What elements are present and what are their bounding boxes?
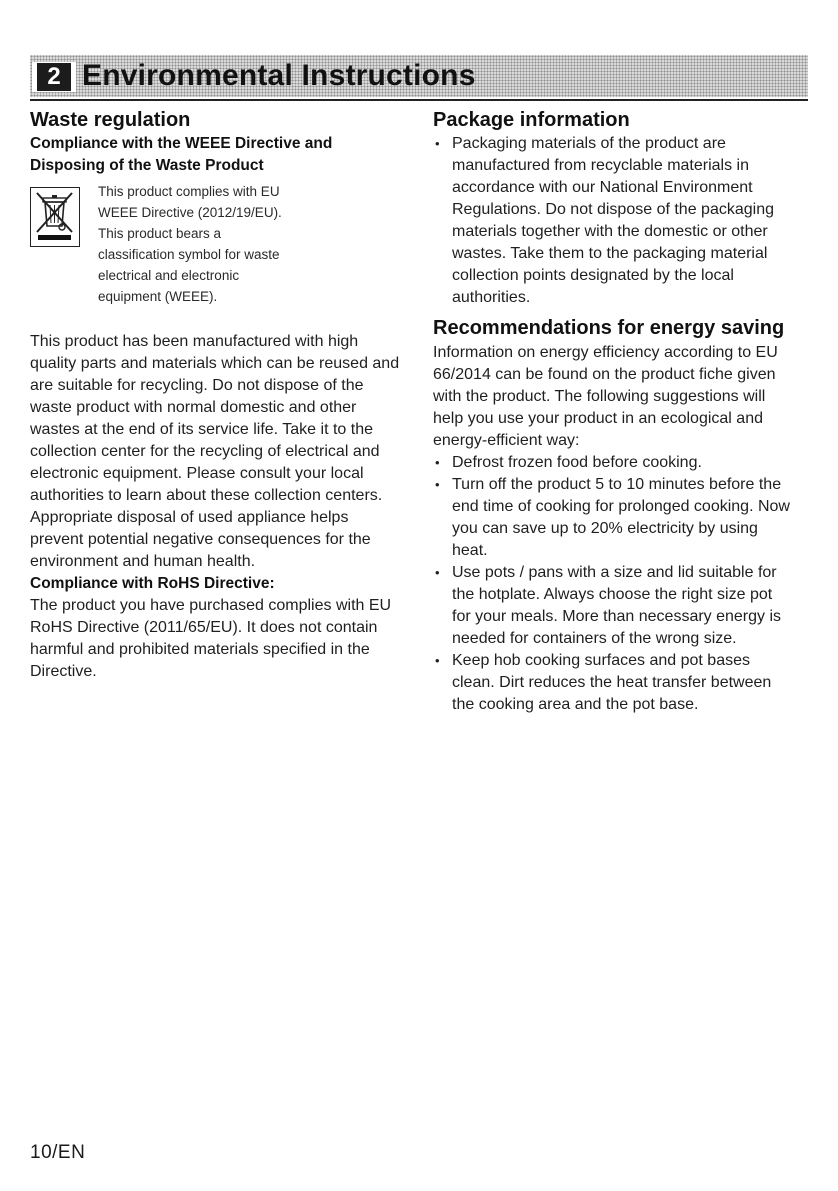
weee-notice: [30, 181, 405, 331]
rohs-subheading: Compliance with RoHS Directive:: [30, 575, 275, 592]
weee-note-line: WEEE Directive (2012/19/EU).: [98, 205, 282, 220]
header-divider: [30, 99, 808, 101]
list-item: • Defrost frozen food before cooking.: [433, 452, 793, 474]
package-bullet-list: [433, 133, 793, 309]
weee-note: [98, 181, 398, 307]
energy-intro-paragraph: Information on energy efficiency according to EU 66/2014 can be found on the product fiche given with the product. The following suggestions will help you use your product in an ecological and energy-efficient way:: [433, 344, 778, 449]
weee-subheading: Compliance with the WEEE Directive and Disposing of the Waste Product: [30, 135, 333, 174]
weee-note-line: equipment (WEEE).: [98, 289, 218, 304]
rohs-paragraph: The product you have purchased complies with EU RoHS Directive (2011/65/EU). It does not contain harmful and prohibited materials specified in the Directive.: [30, 597, 392, 680]
list-item: • Use pots / pans with a size and lid suitable for the hotplate. Always choose the right size pot for your meals. More than necessary energy is needed for containers of the wrong size.: [433, 562, 793, 650]
package-information-heading: Package information: [433, 109, 630, 131]
recycling-paragraph: This product has been manufactured with high quality parts and materials which can be reused and are suitable for recycling. Do not dispose of the waste product with normal domestic and other wastes at the end of its service life. Take it to the collection center for the recycling of electrical and electronic equipment. Please consult your local authorities to learn about these collection centers.: [30, 333, 400, 504]
disposal-paragraph: Appropriate disposal of used appliance helps prevent potential negative consequences for the environment and human health.: [30, 509, 371, 570]
page-number: 10/EN: [30, 1142, 86, 1163]
list-item: • Turn off the product 5 to 10 minutes before the end time of cooking for prolonged cooking. Now you can save up to 20% electricity by using heat.: [433, 474, 793, 562]
list-item: • Packaging materials of the product are manufactured from recyclable materials in accordance with our National Environment Regulations. Do not dispose of the packaging materials together with the domestic or other wastes. Take them to the packaging material collection points designated by the local authorities.: [433, 133, 793, 309]
energy-bullet-list: [433, 452, 793, 716]
weee-note-line: classification symbol for waste: [98, 247, 280, 262]
left-column: [30, 107, 405, 683]
weee-note-line: This product bears a: [98, 226, 222, 241]
chapter-number-badge: [32, 62, 76, 92]
weee-note-line: electrical and electronic: [98, 268, 240, 283]
list-item: • Keep hob cooking surfaces and pot bases clean. Dirt reduces the heat transfer between the cooking area and the pot base.: [433, 650, 793, 716]
chapter-title: Environmental Instructions: [82, 59, 476, 92]
right-column: [433, 107, 793, 716]
chapter-number: 2: [37, 63, 71, 91]
crossed-out-wheelie-bin-icon: [30, 187, 80, 247]
energy-saving-heading: Recommendations for energy saving: [433, 317, 785, 339]
weee-note-line: This product complies with EU: [98, 184, 280, 199]
waste-regulation-heading: Waste regulation: [30, 109, 191, 131]
